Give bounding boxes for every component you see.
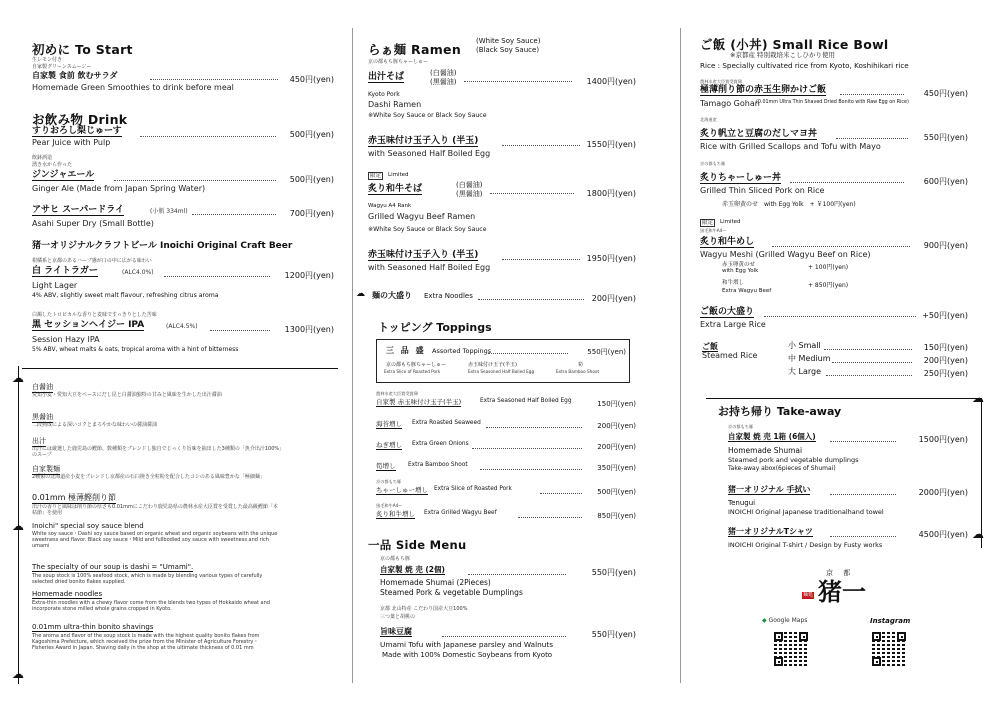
item-name-jp: アサヒ スーパードライ [32,205,124,215]
item-price: 1200円(yen) [284,271,334,280]
cloud-ornament-icon: ☁ [972,391,984,405]
item-subtitle: 自家製グリーンスムージー [32,64,92,70]
item-subtitle: 湧き水から作った [32,162,73,168]
item-name-jp: 炙り和牛めし [700,237,755,247]
topping-name-jp: 自家製 赤玉味付け玉子(半玉) [376,398,462,406]
assorted-item-en: Extra Bamboo Shoot [556,369,600,374]
price-leader [830,441,896,442]
price-leader [478,299,584,300]
item-price: 1500円(yen) [918,435,968,444]
info-text: 愛知小麦・愛知大豆をベースにだし昆と白醤油独特の甘みと風味を生かした出汁醤油 [32,392,222,398]
assorted-item: 筍 [578,362,584,368]
topping-name-jp: 海苔増し [376,420,402,428]
size-price: 200円(yen) [923,356,968,365]
item-name-jp: 猪一オリジナル 手拭い [728,485,811,494]
item-name-jp: 赤玉味付け玉子入り (半玉) [368,250,479,260]
item-name-en: Grilled Wagyu Beef Ramen [368,212,476,221]
item-name-jp: 自家製 食前 飲むサラダ [32,71,118,80]
map-pin-icon: ◆ [762,617,767,624]
item-price: 900円(yen) [923,241,968,250]
logo-seal: 麺処 [803,592,814,598]
topping-price: 150円(yen) [597,400,636,408]
info-heading-en: 0.01mm ultra-thin bonito shavings [32,623,154,631]
info-heading: 白醤油 [32,383,53,391]
item-name-en: Asahi Super Dry (Small Bottle) [32,219,154,228]
section-title-side-menu: 一品 Side Menu [368,538,467,552]
google-maps-qr-code[interactable] [774,632,808,666]
item-name-en: with Seasoned Half Boiled Egg [368,263,491,272]
item-name-en: with Seasoned Half Boiled Egg [368,149,491,158]
item-name-jp: 炙り和牛そば [368,184,423,194]
item-name-jp: 黒 セッションヘイジー IPA [32,320,145,330]
cloud-ornament-icon: ☁ [12,371,24,385]
column-right [700,0,984,707]
item-name-jp: ジンジャエール [32,170,95,180]
price-leader [442,636,566,637]
topping-name-en: Extra Seasoned Half Boiled Egg [480,398,572,404]
info-heading-en: The specialty of our soup is dashi = "Umami". [32,563,194,571]
item-name-en: Light Lager [32,281,78,290]
price-leader [486,427,582,428]
rice-note-en: Rice : Specially cultivated rice from Kyoto, Koshihikari rice [700,61,909,70]
item-name-jp: すりおろし梨じゅーす [32,126,122,136]
item-subtitle: 京の都もち豚 [728,424,754,429]
item-price: 1800円(yen) [586,189,636,198]
item-price: 1550円(yen) [586,140,636,149]
section-title-rice: ご飯 (小丼) Small Rice Bowl [700,37,889,52]
assorted-item: 赤玉味付け玉子(半玉) [468,362,517,368]
item-price: 700円(yen) [289,209,334,218]
item-name-en: Assorted Toppings [432,347,492,355]
section-title-start: 初めに To Start [32,42,133,57]
item-subtitle: 京都 北山特産 こだわり国産大豆100% [380,606,468,612]
item-price: +50円(yen) [922,311,968,320]
item-option: 赤玉卵黄のせ with Egg Yolk + ￥100円(yen) [722,201,856,208]
price-leader [830,494,896,495]
topping-subtitle: 京の都もち豚 [376,479,402,484]
topping-price: 350円(yen) [597,464,636,472]
topping-price: 200円(yen) [597,422,636,430]
item-name-en: Extra Large Rice [700,320,766,329]
info-text: 出汁の香りと風味は削り節の厚さも0.01mmにこだわり鹿児島県の農林水産大臣賞を受賞した最高級鰹節「本枯節」を使用 [32,504,278,516]
section-title-takeaway: お持ち帰り Take-away [718,405,842,418]
limited-badge: 限定 [370,173,382,179]
item-subtitle: 京の都もち豚ちゃーしゅー [368,59,429,65]
item-name-en: Homemade Green Smoothies to drink before meal [32,83,234,92]
price-leader [502,259,580,260]
cloud-ornament-icon: ☁ [12,519,24,533]
info-heading: 黒醤油 [32,413,53,421]
size-price: 250円(yen) [923,369,968,378]
price-leader [210,330,270,331]
instagram-label[interactable]: Instagram [870,617,911,625]
item-subtitle: 京の都もち豚 [700,161,726,166]
price-leader [488,353,568,354]
item-subtitle: 北海道産 [700,117,717,122]
item-description-en: Made with 100% Domestic Soybeans from Kyoto [382,651,553,659]
item-abv: (ALC4.0%) [122,269,154,276]
item-subtitle: 京の都もち豚 [380,556,411,562]
item-option-en: with Egg Yolk [722,268,759,274]
price-leader [472,448,582,449]
info-heading-en: Homemade noodles [32,590,103,598]
item-price: 2000円(yen) [918,488,968,497]
topping-name-jp: ちゃーしゅー増し [376,486,428,494]
cloud-ornament-icon: ☁ [972,527,984,541]
variant: (白醤油) [456,181,483,189]
cloud-ornament-icon: ☁ [356,289,365,299]
assorted-item-en: Extra Seasoned Half Boiled Egg [468,369,535,374]
item-name-en: Tamago Gohan [700,99,760,108]
price-leader [840,94,904,95]
item-name-en: Dashi Ramen [368,100,422,109]
item-option-en: Extra Wagyu Beef [722,288,772,294]
variant: (黒醤油) [430,78,457,86]
variant: (黒醤油) [456,190,483,198]
item-name-jp: 自家製 焼 売 (2個) [380,565,445,574]
item-subtitle: 飲鉢酒造 [32,155,53,161]
price-leader [790,182,904,183]
item-price: 550円(yen) [591,630,636,639]
item-price: 200円(yen) [591,294,636,303]
assorted-item: 京の都もち豚ちゃーしゅー [386,362,447,368]
item-name-jp: ご飯の大盛り [700,307,755,317]
item-name-jp: 白 ライトラガー [32,266,98,276]
craft-beer-title: 猪一オリジナルクラフトビール Inoichi Original Craft Beer [32,241,293,251]
size-medium: 中 Medium [788,354,831,363]
logo-main: 猪一 [818,577,866,606]
item-option: 赤玉卵黄のせ [722,262,756,268]
item-description-en: 4% ABV, slightly sweet malt flavour, refreshing citrus aroma [32,292,219,299]
limited-label: Limited [388,172,409,178]
column-divider [352,28,353,683]
item-price: 500円(yen) [289,175,334,184]
item-description-en: Take-away abox(6pieces of Shumai) [728,465,836,472]
item-option: 和牛増し [722,280,745,286]
rice-note-jp: ※京都産 特別栽培米こしひかり使用 [730,51,836,59]
info-text-en: The aroma and flavor of the soup stock is made with the highest quality bonito flakes from Kagoshima Prefecture, which received the prize from the Minister of Agriculture Forestry・Fisheries Award in Japan. Shaving daily in the shop at the ultimate thickness of 0.01 mm [32,633,260,651]
item-price: 500円(yen) [289,130,334,139]
item-note: ※White Soy Sauce or Black Soy Sauce [368,226,487,233]
item-name-jp: 自家製 焼 売 1箱 (6個入) [728,432,816,441]
item-name-jp: 旨味豆腐 [380,627,412,636]
price-leader [764,316,916,317]
logo-subtitle: 京 都 [826,569,855,577]
item-price: 550円(yen) [923,133,968,142]
item-price: 450円(yen) [289,75,334,84]
item-subtitle-en: Kyoto Pork [368,91,400,98]
column-middle [356,0,636,707]
item-name-en: Rice with Grilled Scallops and Tofu with Mayo [700,142,881,151]
info-heading: 出汁 [32,437,46,445]
item-name-en: Wagyu Meshi (Grilled Wagyu Beef on Rice) [700,250,871,259]
info-text-en: Extra-thin noodles with a chewy flavor come from the blends two types of Hokkaido wheat and incorporate stone milled whole grains cropped in Kyoto. [32,600,270,612]
assorted-item-en: Extra Slice of Roasted Pork [384,369,441,374]
price-leader [826,375,912,376]
price-leader [824,349,912,350]
price-leader [830,536,896,537]
limited-badge: 限定 [702,220,714,226]
info-text: 出汁には厳選した鹿児島の鰹節、数種類をブレンドし独自でじっくり旨味を抽出した3種類の「魚介出汁100%」のスープ [32,446,282,458]
item-description-en: 5% ABV, wheat malts & oats, tropical aroma with a hint of bitterness [32,346,239,353]
item-name-en: Grilled Thin Sliced Pork on Rice [700,186,825,195]
topping-name-en: Extra Slice of Roasted Pork [434,486,512,492]
cloud-ornament-icon: ☁ [12,667,24,681]
column-divider [680,28,681,683]
info-text: 二段熟成による深いコクとまろやかな味わいの醤油醤油 [32,422,158,428]
item-abv: (ALC4.5%) [166,323,198,330]
item-subtitle: 白濁したトロピカルな香りと麦味ですっきりとした苦味 [32,312,157,318]
topping-price: 850円(yen) [597,512,636,520]
item-description-en: INOICHI Original Japanese traditionalhand towel [728,508,884,516]
item-price: 1950円(yen) [586,254,636,263]
item-description-en: (0.01mm Ultra Thin Shaved Dried Bonito with Raw Egg on Rice) [756,100,909,105]
item-price: 450円(yen) [923,89,968,98]
price-leader [192,214,276,215]
info-text-en: White soy sauce・Dashi soy sauce based on organic wheat and organic soybeans with the unique sweetness and flavor. Black soy sauce・Mild and fullbodied soy sauce with sweetness and rich umami [32,531,278,549]
item-name-jp: 麺の大盛り [372,291,412,300]
size-large: 大 Large [788,367,822,376]
topping-name-jp: ねぎ増し [376,441,402,449]
size-small: 小 Small [788,341,821,350]
item-name-jp: 極薄削り節の赤玉生卵かけご飯 [700,85,827,95]
price-leader [490,193,574,194]
item-price: 1400円(yen) [586,77,636,86]
item-description-en: Steamed pork and vegetable dumplings [728,456,859,464]
topping-name-en: Extra Bamboo Shoot [408,462,468,468]
section-title-ramen: らぁ麺 Ramen [368,42,462,57]
price-leader [502,145,580,146]
topping-subtitle: 農林水産大臣賞受賞卵 [376,391,418,396]
price-leader [114,180,276,181]
price-leader [468,574,566,575]
item-size: (小瓶 334ml) [150,208,188,215]
qr-label: Google Maps [768,617,808,624]
item-name-en: Homemade Shumai (2Pieces) [380,578,491,587]
column-left [12,0,338,707]
item-subtitle: 農林水産大臣賞受賞卵 [700,79,742,84]
price-leader [836,138,908,139]
topping-price: 500円(yen) [597,488,636,496]
price-leader [464,81,572,82]
item-price: 600円(yen) [923,177,968,186]
price-leader [540,493,582,494]
size-price: 150円(yen) [923,343,968,352]
item-subtitle-en: Wagyu A4 Rank [368,203,412,209]
variant: (白醤油) [430,69,457,77]
item-name-en: Pear Juice with Pulp [32,138,111,147]
item-name-en: Ginger Ale (Made from Japan Spring Water) [32,184,206,193]
topping-price: 200円(yen) [597,443,636,451]
item-subtitle: 三つ葉と胡桃の [380,614,416,620]
info-heading: 自家製麺 [32,465,60,473]
topping-name-en: Extra Green Onions [412,441,469,447]
item-name-en: Umami Tofu with Japanese parsley and Walnuts [380,640,554,649]
item-subtitle: 生レモン付き [32,57,63,63]
item-name-jp: 猪一オリジナルTシャツ [728,527,813,536]
ramen-note: (White Soy Sauce) [476,37,541,45]
item-name-jp: 三 品 盛 [386,346,426,355]
section-title-toppings: トッピング Toppings [378,321,492,334]
item-price: 550円(yen) [587,348,626,356]
info-text: 2種類の北海道産小麦をブレンドし京都産の石臼挽き全粒粉を配合したコシのある風味豊かな「極細麺」 [32,474,265,480]
item-name-jp: 出汁そば [368,72,405,82]
item-name-en: Steamed Rice [702,351,758,360]
item-name-jp: 炙り帆立と豆腐のだしマヨ丼 [700,129,818,139]
section-title-drink: お飲み物 Drink [32,112,128,127]
item-note: ※White Soy Sauce or Black Soy Sauce [368,112,487,119]
item-price: 550円(yen) [591,568,636,577]
topping-name-jp: 筍増し [376,462,396,470]
price-leader [772,246,910,247]
topping-name-en: Extra Grilled Wagyu Beef [424,510,497,516]
instagram-qr-code[interactable] [872,632,906,666]
item-name-jp: ご飯 [702,342,718,351]
price-leader [140,136,276,137]
item-option-price: + 100円(yen) [808,264,849,271]
price-leader [518,517,582,518]
item-name-jp: 赤玉味付け玉子入り (半玉) [368,136,479,146]
item-subtitle: 黒毛和牛A4～ [700,228,727,233]
price-leader [832,362,912,363]
takeaway-frame [706,398,982,548]
info-heading: 0.01mm 極薄鰹削り節 [32,493,116,502]
item-name-en: Tenugui [728,499,756,507]
topping-name-jp: 炙り和牛増し [376,510,415,518]
item-description-en: Steamed Pork & vegetable Dumplings [380,588,523,597]
price-leader [150,79,278,80]
item-price: 4500円(yen) [918,530,968,539]
item-name-en: Extra Noodles [424,292,473,300]
info-heading-en: Inoichi" special soy sauce blend [32,522,144,530]
item-name-en: Session Hazy IPA [32,335,100,344]
item-name-jp: 炙りちゃーしゅー丼 [700,173,782,183]
item-price: 1300円(yen) [284,325,334,334]
topping-subtitle: 黒毛和牛A4～ [376,503,403,508]
limited-label: Limited [720,219,741,225]
item-subtitle: 柑橘系と京都のあるハーブ感が口の中に広がる味わい [32,258,152,264]
price-leader [164,276,270,277]
item-option-price: + 850円(yen) [808,282,849,289]
ramen-note: (Black Soy Sauce) [476,46,540,54]
item-description-en: INOICHI Original T-shirt / Design by Fusty works [728,541,883,549]
topping-name-en: Extra Roasted Seaweed [412,420,481,426]
info-text-en: The soup stock is 100% seafood stock, which is made by blending various types of carefully selected dried bonito flakes supplied. [32,573,263,585]
google-maps-label[interactable] [762,618,807,624]
price-leader [480,469,582,470]
item-name-en: Homemade Shumai [728,446,803,455]
